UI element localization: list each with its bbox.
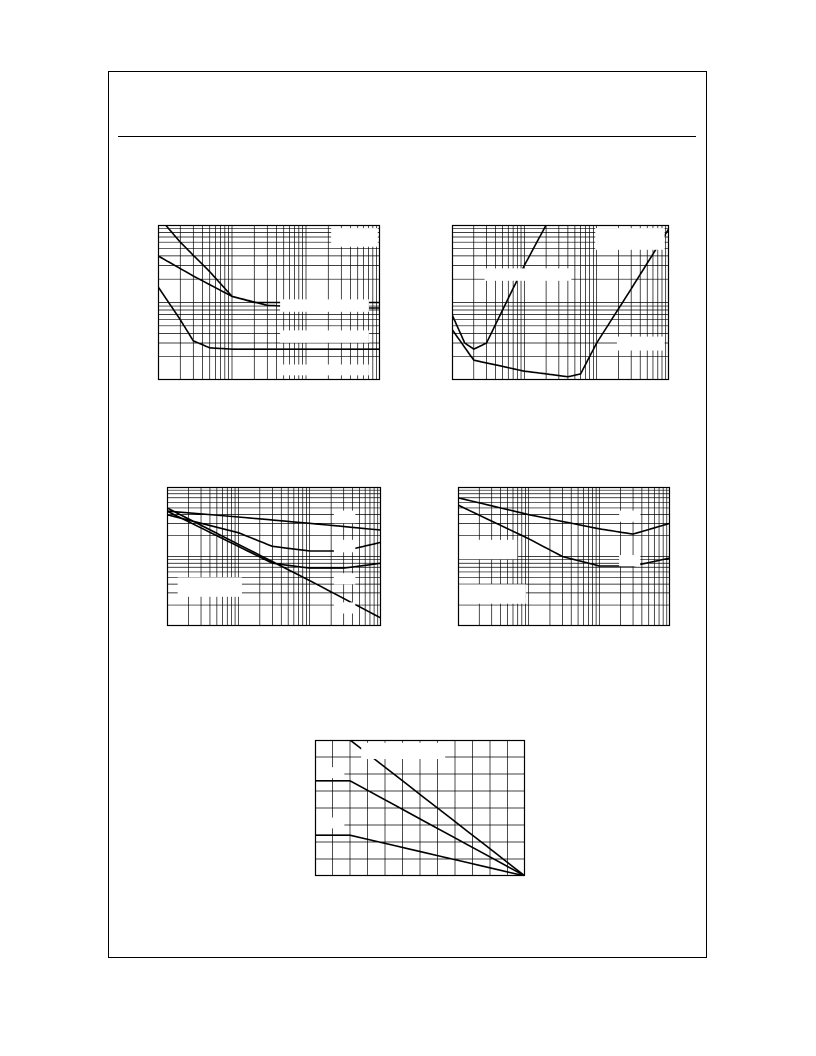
annotation-box: [178, 577, 242, 596]
annotation-box: [485, 268, 572, 280]
annotation-box: [280, 299, 369, 311]
series-line-1: [452, 214, 559, 350]
annotation-box: [280, 365, 369, 376]
header-rule: [118, 136, 696, 137]
chart-5: [315, 740, 525, 876]
annotation-box: [315, 818, 344, 829]
annotation-box: [458, 540, 517, 559]
annotation-box: [361, 743, 445, 759]
annotation-box: [619, 555, 640, 566]
annotation-box: [595, 228, 664, 250]
annotation-box: [315, 767, 344, 778]
annotation-box: [334, 540, 355, 553]
annotation-box: [331, 228, 378, 247]
chart-3: [167, 487, 381, 626]
chart-2: [452, 225, 669, 380]
annotation-box: [334, 573, 355, 584]
annotation-box: [280, 330, 369, 342]
annotation-box: [334, 602, 355, 613]
chart-4: [458, 487, 670, 626]
annotation-box: [458, 584, 526, 603]
annotation-box: [334, 511, 355, 524]
chart-grid: [315, 740, 525, 876]
annotation-box: [617, 337, 665, 351]
chart-1: [158, 225, 380, 380]
annotation-box: [619, 511, 640, 522]
